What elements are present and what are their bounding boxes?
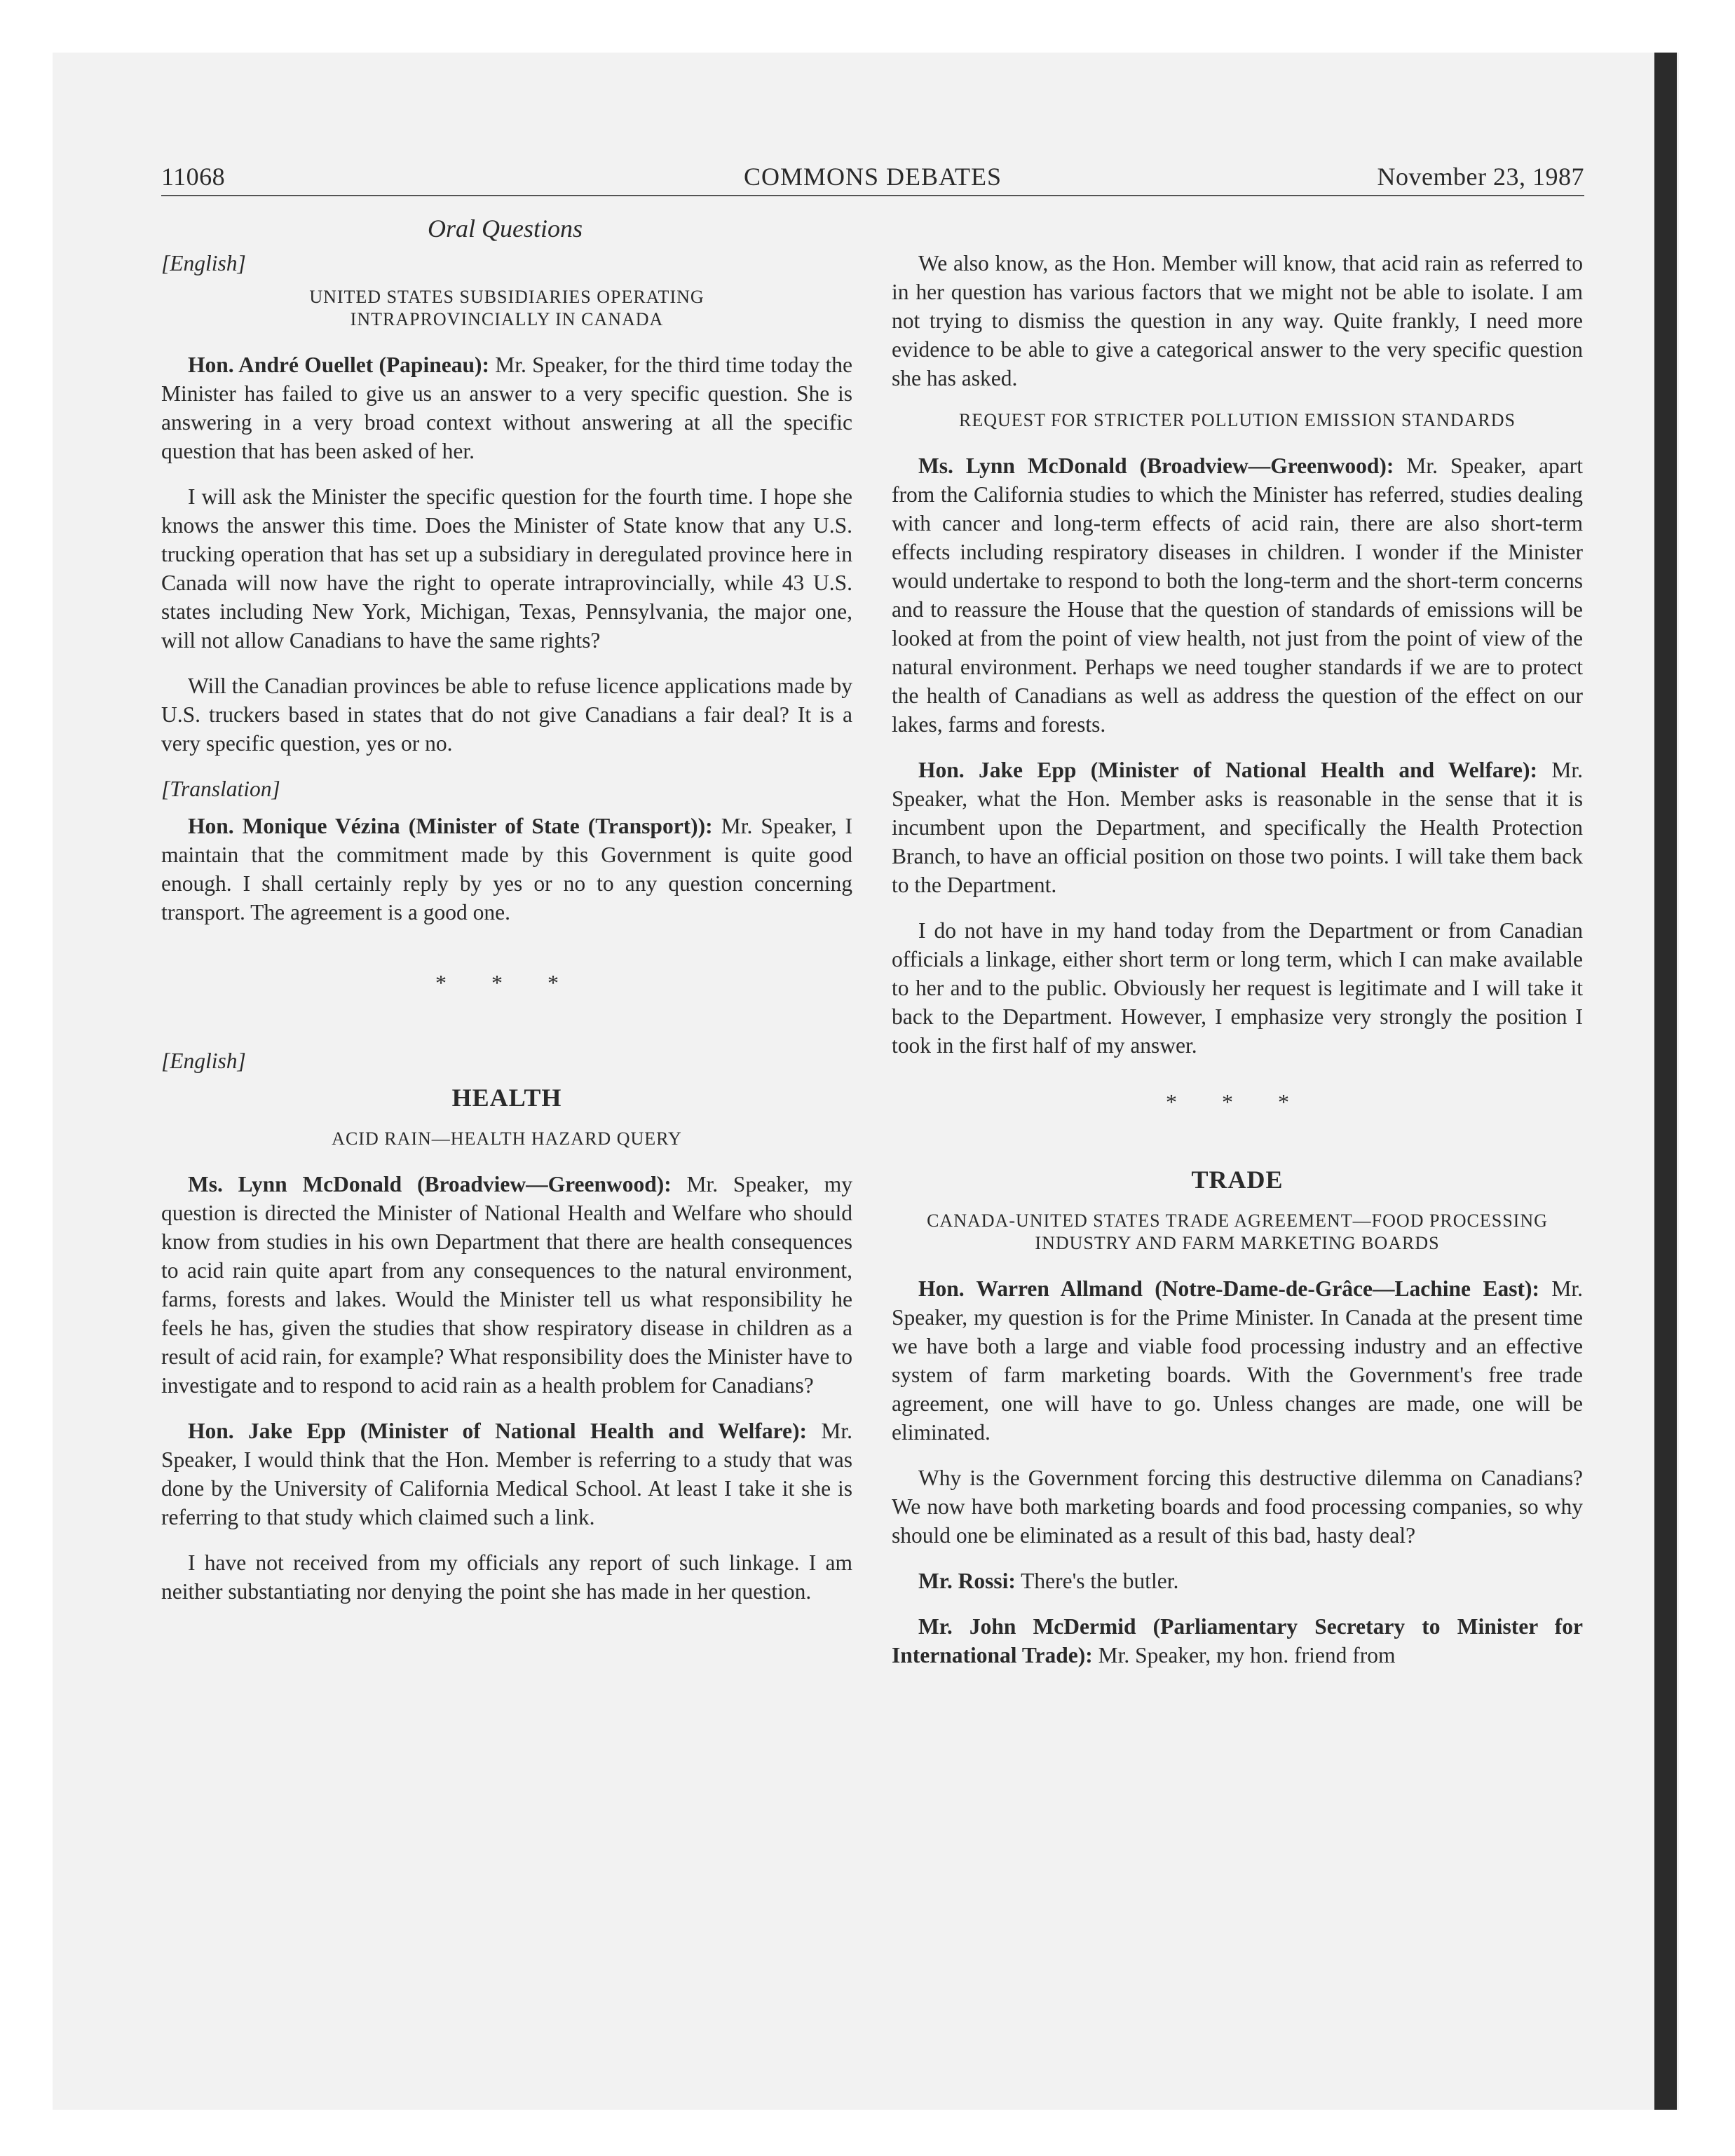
paragraph: We also know, as the Hon. Member will know, that acid rain as referred to in her question has various factors that we might not be able to isolate. I am not trying to dismiss the question in any way. Quite frankly, I need more evidence to be able to give a categorical answer to the very specific question she has asked. — [892, 251, 1583, 390]
speech-text: Mr. Speaker, I would think that the Hon. Member is referring to a study that was done by the University of California Medical School. At least I take it she is referring to that study which claimed such a link. — [161, 1419, 852, 1529]
speaker-name: Hon. André Ouellet (Papineau): — [188, 353, 489, 377]
topic-heading: ACID RAIN—HEALTH HAZARD QUERY — [332, 1128, 682, 1149]
paragraph: I will ask the Minister the specific question for the fourth time. I hope she knows the answer this time. Does the Minister of State know that any U.S. trucking operation that has set up a subsidiary in deregulated province here in Canada will now have the right to operate intraprovincially, while 43 U.S. states including New York, Michigan, Texas, Pennsylvania, the major one, will not allow Canadians to have the same rights? — [161, 484, 852, 653]
publication-title: COMMONS DEBATES — [743, 163, 1002, 191]
right-column — [892, 249, 1583, 1686]
speaker-name: Hon. Monique Vézina (Minister of State (Transport)): — [188, 814, 713, 838]
paragraph: I have not received from my officials any report of such linkage. I am neither substantiating nor denying the point she has made in her question. — [161, 1550, 852, 1604]
speech-text: Mr. Speaker, my question is for the Prime Minister. In Canada at the present time we have both a large and viable food processing industry and an effective system of farm marketing boards. With the Government's free trade agreement, one will have to go. Unless changes are made, one will be eliminated. — [892, 1276, 1584, 1445]
publication-date: November 23, 1987 — [1377, 163, 1584, 191]
page-number: 11068 — [161, 163, 226, 191]
paragraph — [892, 1612, 1583, 1670]
paragraph — [892, 1274, 1583, 1447]
speaker-name: Hon. Jake Epp (Minister of National Health and Welfare): — [188, 1419, 807, 1443]
section-separator: * * * — [435, 970, 578, 995]
paragraph: I do not have in my hand today from the Department or from Canadian officials a linkage, either short term or long term, which I can make available to her and to the public. Obviously her request is legitimate and I will take it back to the Department. However, I emphasize very strongly the position I took in the first half of my answer. — [892, 918, 1583, 1058]
paragraph — [161, 1417, 852, 1531]
language-marker: [English] — [161, 1049, 246, 1073]
speech-text: Mr. Speaker, my question is directed the Minister of National Health and Welfare who should know from studies in his own Department that there are health consequences to acid rain quite apart from any consequences to the natural environment, farms, forests and lakes. Would the Minister tell us what responsibility he feels he has, given the studies that show respiratory disease in children as a result of acid rain, for example? What responsibility does the Minister have to investigate and to respond to acid rain as a health problem for Canadians? — [161, 1172, 852, 1398]
topic-heading: REQUEST FOR STRICTER POLLUTION EMISSION STANDARDS — [959, 410, 1516, 430]
topic-heading: UNITED STATES SUBSIDIARIES OPERATING INTRAPROVINCIALLY IN CANADA — [309, 287, 705, 329]
section-heading: HEALTH — [451, 1084, 562, 1112]
speaker-name: Hon. Jake Epp (Minister of National Health and Welfare): — [918, 758, 1537, 782]
speech-text: Mr. Speaker, my hon. friend from — [1092, 1643, 1396, 1667]
paragraph — [161, 1170, 852, 1400]
paragraph — [161, 812, 852, 927]
paragraph: Will the Canadian provinces be able to refuse licence applications made by U.S. truckers based in states that do not give Canadians a fair deal? It is a very specific question, yes or no. — [161, 674, 852, 756]
speech-text: Mr. Speaker, what the Hon. Member asks is reasonable in the sense that it is incumbent upon the Department, and specifically the Health Protection Branch, to have an official position on those two points. I will take them back to the Department. — [892, 758, 1583, 897]
speech-text: Mr. Speaker, for the third time today the Minister has failed to give us an answer to a very specific question. She is answering in a very broad context without answering at all the specific question that has been asked of her. — [161, 353, 852, 463]
language-marker: [English] — [161, 251, 246, 275]
speech-text: Mr. Speaker, apart from the California studies to which the Minister has referred, studies dealing with cancer and long-term effects of acid rain, there are also short-term effects including respiratory diseases in children. I wonder if the Minister would undertake to respond to both the long-term and the short-term concerns and to reassure the House that the question of standards of emissions will be looked at from the point of view health, not just from the point of view of the natural environment. Perhaps we need tougher standards if we are to protect the health of Canadians as well as address the question of the effect on our lakes, farms and forests. — [892, 453, 1584, 737]
page-header — [161, 161, 1584, 196]
scan-edge-bar — [1654, 53, 1677, 2110]
speaker-name: Hon. Warren Allmand (Notre-Dame-de-Grâce—Lachine East): — [918, 1276, 1539, 1301]
section-heading: TRADE — [1191, 1166, 1284, 1194]
speech-text: Mr. Speaker, I maintain that the commitment made by this Government is quite good enough. I shall certainly reply by yes or no to any question concerning transport. The agreement is a good one. — [161, 814, 852, 925]
paragraph — [161, 350, 852, 465]
paragraph — [892, 756, 1583, 899]
speech-text: There's the butler. — [1015, 1569, 1179, 1593]
topic-heading: CANADA-UNITED STATES TRADE AGREEMENT—FOOD PROCESSING INDUSTRY AND FARM MARKETING BOARDS — [927, 1210, 1548, 1253]
paragraph — [892, 1567, 1583, 1595]
section-separator: * * * — [1166, 1089, 1309, 1114]
paragraph — [892, 451, 1583, 739]
speaker-name: Mr. John McDermid (Parliamentary Secretary to Minister for International Trade): — [892, 1614, 1583, 1667]
left-column — [161, 249, 852, 1623]
section-subheader: Oral Questions — [428, 214, 583, 243]
speaker-name: Ms. Lynn McDonald (Broadview—Greenwood): — [918, 453, 1394, 478]
paragraph: Why is the Government forcing this destructive dilemma on Canadians? We now have both marketing boards and food processing companies, so why should one be eliminated as a result of this bad, hasty deal? — [892, 1466, 1583, 1548]
language-marker: [Translation] — [161, 777, 280, 801]
speaker-name: Mr. Rossi: — [918, 1569, 1016, 1593]
speaker-name: Ms. Lynn McDonald (Broadview—Greenwood): — [188, 1172, 672, 1196]
